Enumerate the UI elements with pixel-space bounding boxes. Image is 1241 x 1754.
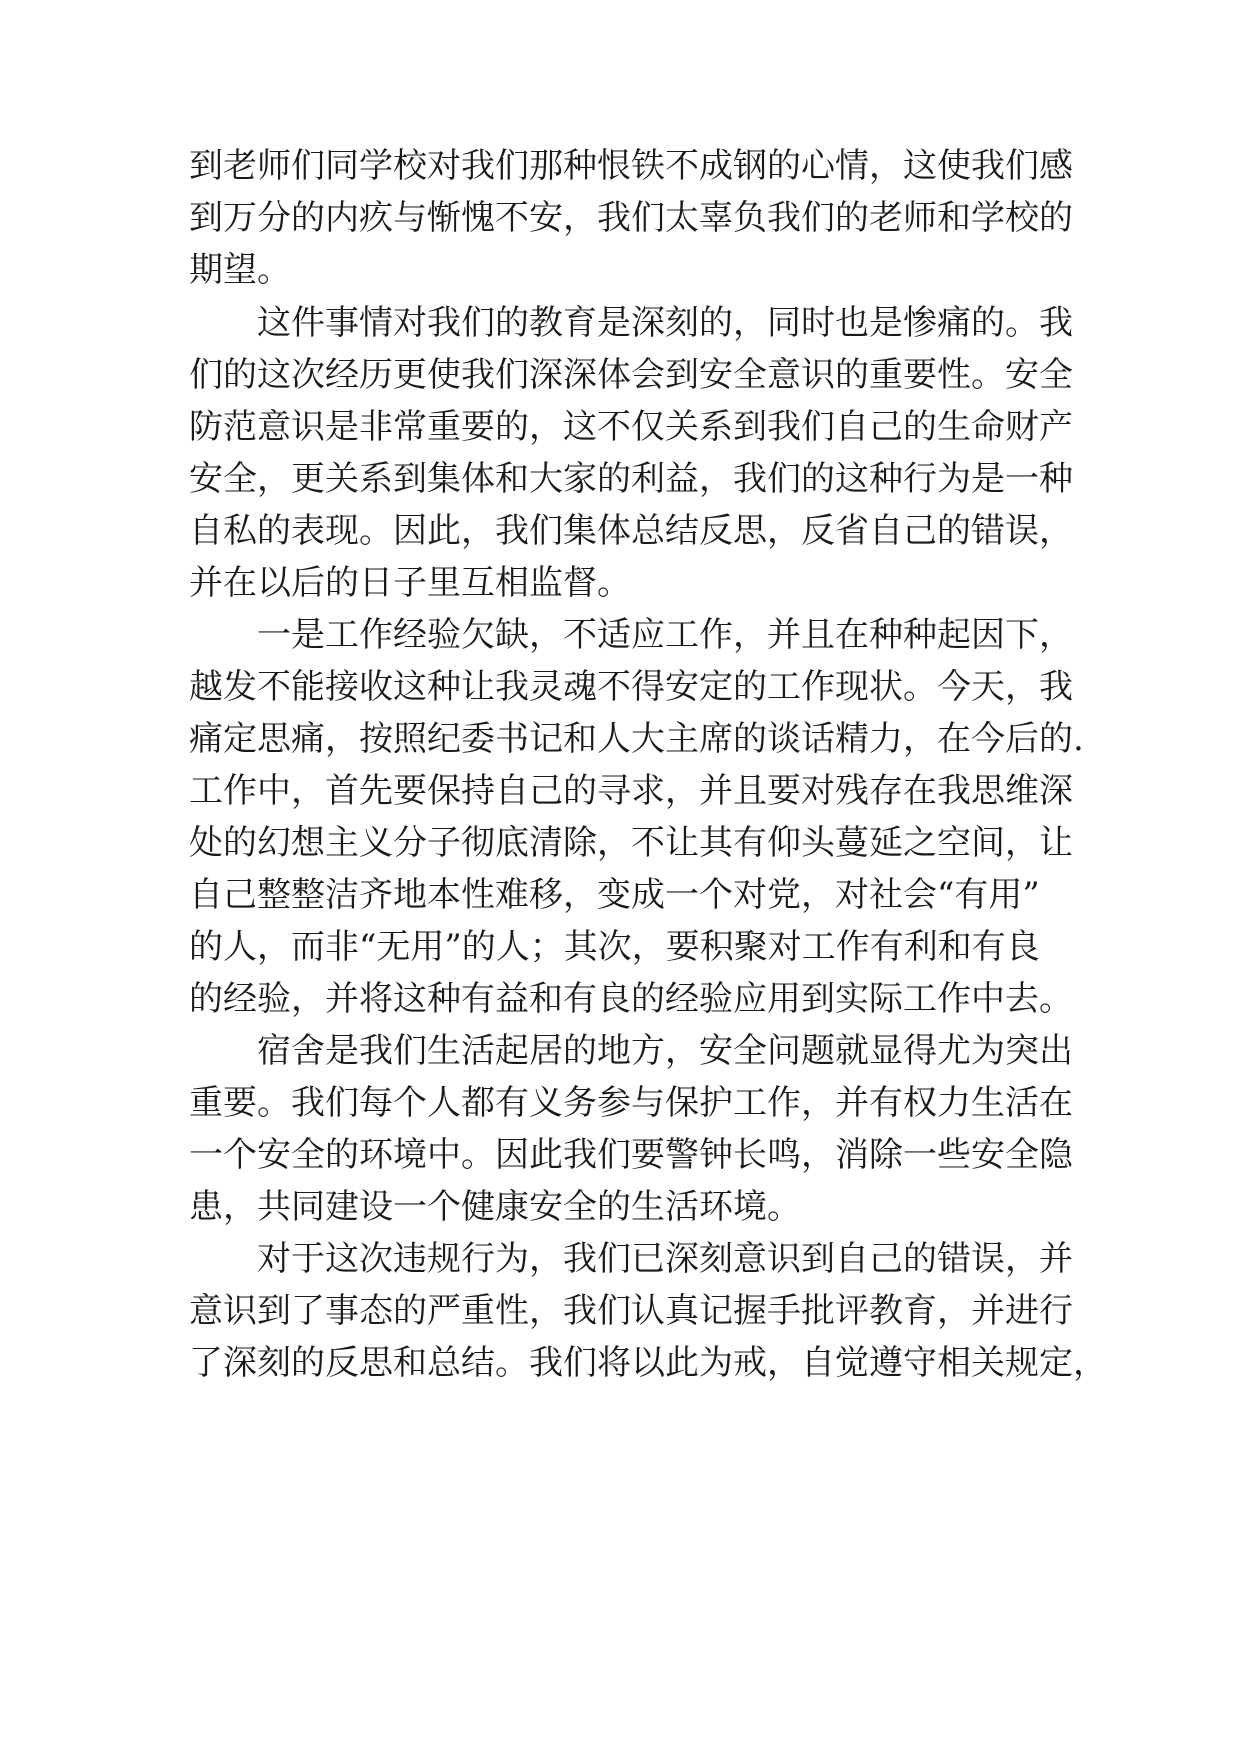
- text-line: 越发不能接收这种让我灵魂不得安定的工作现状。今天，我: [189, 667, 1073, 707]
- text-line: 工作中，首先要保持自己的寻求，并且要对残存在我思维深: [189, 771, 1073, 811]
- text-line: 了深刻的反思和总结。我们将以此为戒，自觉遵守相关规定，: [189, 1343, 1107, 1383]
- text-line: 并在以后的日子里互相监督。: [189, 563, 631, 603]
- text-line: 自私的表现。因此，我们集体总结反思，反省自己的错误，: [189, 511, 1073, 551]
- text-line: 患，共同建设一个健康安全的生活环境。: [189, 1187, 801, 1227]
- text-line: 重要。我们每个人都有义务参与保护工作，并有权力生活在: [189, 1083, 1073, 1123]
- text-line: 到万分的内疚与惭愧不安，我们太辜负我们的老师和学校的: [189, 198, 1073, 238]
- text-line: 痛定思痛，按照纪委书记和人大主席的谈话精力，在今后的.: [189, 719, 1084, 759]
- text-line: 防范意识是非常重要的，这不仅关系到我们自己的生命财产: [189, 407, 1073, 447]
- text-line: 期望。: [189, 250, 291, 290]
- text-line: 安全，更关系到集体和大家的利益，我们的这种行为是一种: [189, 459, 1073, 499]
- paragraph-first-line: 这件事情对我们的教育是深刻的，同时也是惨痛的。我: [257, 303, 1073, 343]
- text-line: 们的这次经历更使我们深深体会到安全意识的重要性。安全: [189, 355, 1073, 395]
- text-line: 的经验，并将这种有益和有良的经验应用到实际工作中去。: [189, 979, 1073, 1019]
- text-line: 到老师们同学校对我们那种恨铁不成钢的心情，这使我们感: [189, 146, 1073, 186]
- paragraph-first-line: 宿舍是我们生活起居的地方，安全问题就显得尤为突出: [257, 1031, 1073, 1071]
- text-line: 自己整整洁齐地本性难移，变成一个对党，对社会“有用”: [189, 875, 1040, 915]
- text-line: 一个安全的环境中。因此我们要警钟长鸣，消除一些安全隐: [189, 1135, 1073, 1175]
- text-line: 的人，而非“无用”的人；其次，要积聚对工作有利和有良: [189, 927, 1040, 967]
- paragraph-first-line: 对于这次违规行为，我们已深刻意识到自己的错误，并: [257, 1239, 1073, 1279]
- paragraph-first-line: 一是工作经验欠缺，不适应工作，并且在种种起因下，: [257, 615, 1073, 655]
- text-line: 处的幻想主义分子彻底清除，不让其有仰头蔓延之空间，让: [189, 823, 1073, 863]
- text-line: 意识到了事态的严重性，我们认真记握手批评教育，并进行: [189, 1291, 1073, 1331]
